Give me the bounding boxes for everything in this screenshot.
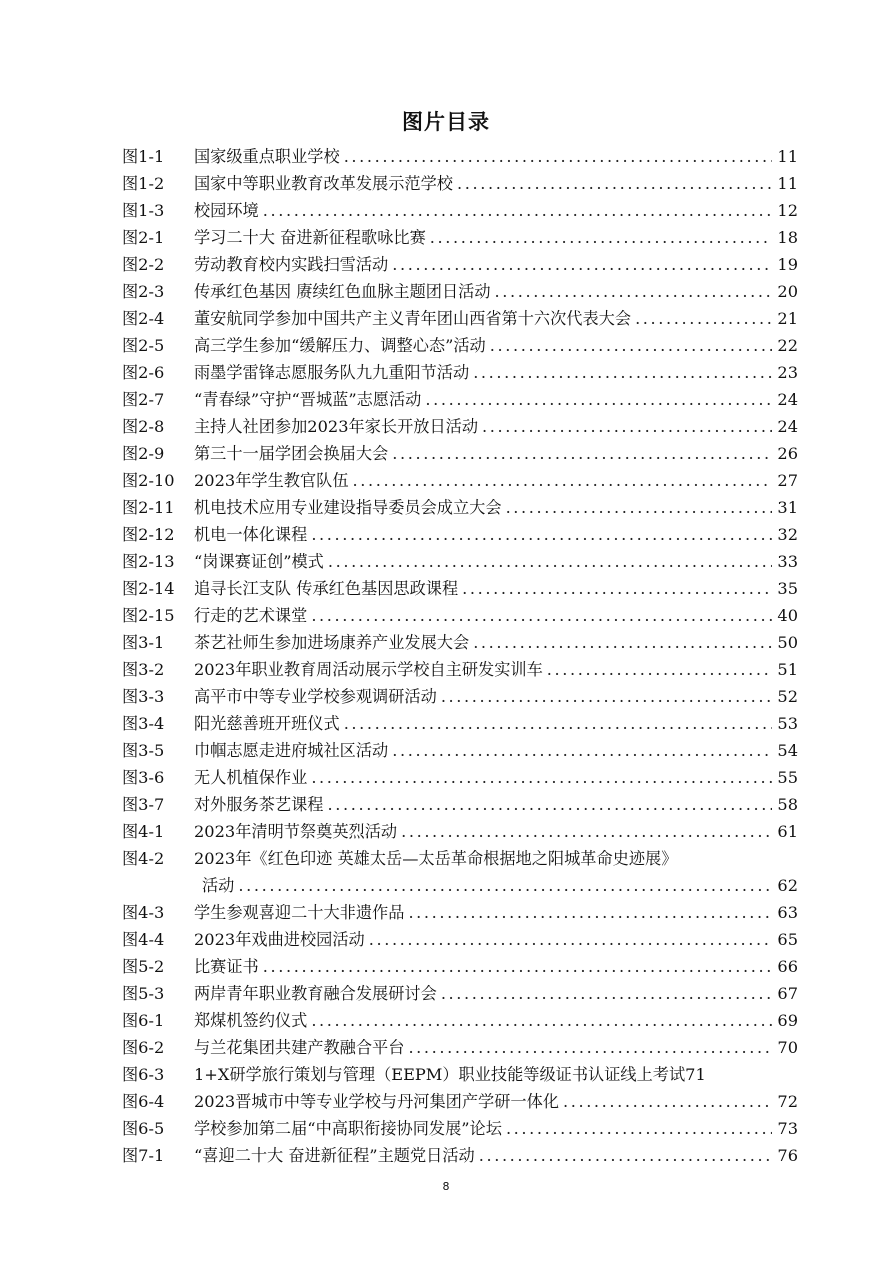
entry-label: 图2-9 bbox=[122, 444, 165, 463]
entry-label: 图4-2 bbox=[122, 849, 165, 868]
entry-label: 图3-7 bbox=[122, 795, 165, 814]
page-number: 8 bbox=[442, 1180, 450, 1193]
toc-entry[interactable] bbox=[122, 1142, 798, 1169]
toc-entry[interactable] bbox=[122, 548, 798, 575]
toc-entry[interactable] bbox=[122, 332, 798, 359]
entry-label: 图2-6 bbox=[122, 363, 165, 382]
entry-title: 郑煤机签约仪式 bbox=[194, 1011, 308, 1030]
entry-page-number: 63 bbox=[777, 903, 798, 922]
toc-entry[interactable] bbox=[122, 278, 798, 305]
dot-leader bbox=[311, 521, 772, 548]
entry-page-number: 26 bbox=[777, 444, 798, 463]
entry-title: 2023年戏曲进校园活动 bbox=[194, 930, 365, 949]
entry-title: 校园环境 bbox=[194, 201, 259, 220]
toc-entry[interactable] bbox=[122, 413, 798, 440]
toc-entry[interactable] bbox=[122, 764, 798, 791]
entry-title: 学习二十大 奋进新征程歌咏比赛 bbox=[194, 228, 426, 247]
toc-entry[interactable] bbox=[122, 224, 798, 251]
figure-list bbox=[122, 143, 798, 1169]
dot-leader bbox=[408, 899, 772, 926]
dot-leader bbox=[506, 494, 772, 521]
dot-leader bbox=[457, 170, 772, 197]
toc-entry[interactable] bbox=[122, 656, 798, 683]
entry-page-number: 76 bbox=[777, 1146, 798, 1165]
toc-entry[interactable] bbox=[122, 899, 798, 926]
entry-label: 图3-4 bbox=[122, 714, 165, 733]
entry-title: 学生参观喜迎二十大非遗作品 bbox=[194, 903, 405, 922]
entry-page-number: 11 bbox=[777, 174, 798, 193]
entry-title: “喜迎二十大 奋进新征程”主题党日活动 bbox=[194, 1146, 475, 1165]
entry-title: 追寻长江支队 传承红色基因思政课程 bbox=[194, 579, 459, 598]
entry-label: 图2-4 bbox=[122, 309, 165, 328]
toc-entry[interactable] bbox=[122, 737, 798, 764]
dot-leader bbox=[425, 386, 772, 413]
dot-leader bbox=[401, 818, 772, 845]
entry-title: 2023晋城市中等专业学校与丹河集团产学研一体化 bbox=[194, 1092, 559, 1111]
toc-entry[interactable] bbox=[122, 710, 798, 737]
dot-leader bbox=[462, 575, 772, 602]
entry-label: 图4-1 bbox=[122, 822, 165, 841]
toc-entry[interactable] bbox=[122, 386, 798, 413]
entry-page-number: 67 bbox=[777, 984, 798, 1003]
entry-title: 国家中等职业教育改革发展示范学校 bbox=[194, 174, 453, 193]
entry-label: 图2-12 bbox=[122, 525, 175, 544]
entry-page-number: 50 bbox=[777, 633, 798, 652]
dot-leader bbox=[392, 440, 772, 467]
entry-page-number: 35 bbox=[777, 579, 798, 598]
entry-page-number: 73 bbox=[777, 1119, 798, 1138]
entry-page-number: 66 bbox=[777, 957, 798, 976]
entry-title: 阳光慈善班开班仪式 bbox=[194, 714, 340, 733]
toc-entry-continuation[interactable] bbox=[122, 872, 798, 899]
toc-entry[interactable] bbox=[122, 791, 798, 818]
entry-label: 图6-2 bbox=[122, 1038, 165, 1057]
entry-title: 国家级重点职业学校 bbox=[194, 147, 340, 166]
entry-title: 2023年清明节祭奠英烈活动 bbox=[194, 822, 398, 841]
entry-page-number: 53 bbox=[777, 714, 798, 733]
toc-entry[interactable] bbox=[122, 683, 798, 710]
dot-leader bbox=[490, 332, 772, 359]
page-title: 图片目录 bbox=[402, 110, 490, 134]
toc-entry[interactable] bbox=[122, 197, 798, 224]
entry-label: 图2-8 bbox=[122, 417, 165, 436]
toc-entry[interactable] bbox=[122, 1034, 798, 1061]
entry-title: “岗课赛证创”模式 bbox=[194, 552, 324, 571]
entry-label: 图7-1 bbox=[122, 1146, 165, 1165]
toc-entry[interactable] bbox=[122, 1007, 798, 1034]
dot-leader bbox=[506, 1115, 772, 1142]
dot-leader bbox=[635, 305, 772, 332]
dot-leader bbox=[495, 278, 772, 305]
dot-leader bbox=[238, 872, 772, 899]
entry-page-number: 72 bbox=[777, 1092, 798, 1111]
entry-page-number: 22 bbox=[777, 336, 798, 355]
entry-label: 图2-1 bbox=[122, 228, 165, 247]
entry-label: 图5-2 bbox=[122, 957, 165, 976]
entry-label: 图2-14 bbox=[122, 579, 175, 598]
entry-title: 2023年学生教官队伍 bbox=[194, 471, 349, 490]
entry-page-number: 21 bbox=[777, 309, 798, 328]
dot-leader bbox=[263, 197, 772, 224]
entry-page-number: 19 bbox=[777, 255, 798, 274]
entry-page-number: 27 bbox=[777, 471, 798, 490]
toc-entry[interactable] bbox=[122, 359, 798, 386]
entry-page-number: 32 bbox=[777, 525, 798, 544]
entry-label: 图6-4 bbox=[122, 1092, 165, 1111]
entry-title: 第三十一届学团会换届大会 bbox=[194, 444, 389, 463]
entry-label: 图5-3 bbox=[122, 984, 165, 1003]
entry-page-number: 20 bbox=[777, 282, 798, 301]
dot-leader bbox=[441, 980, 772, 1007]
entry-label: 图1-3 bbox=[122, 201, 165, 220]
dot-leader bbox=[353, 467, 772, 494]
entry-title: 董安航同学参加中国共产主义青年团山西省第十六次代表大会 bbox=[194, 309, 632, 328]
toc-entry[interactable] bbox=[122, 629, 798, 656]
entry-label: 图2-15 bbox=[122, 606, 175, 625]
dot-leader bbox=[473, 629, 772, 656]
entry-page-number: 65 bbox=[777, 930, 798, 949]
dot-leader bbox=[392, 737, 772, 764]
entry-title: 2023年职业教育周活动展示学校自主研发实训车 bbox=[194, 660, 543, 679]
toc-entry[interactable] bbox=[122, 143, 798, 170]
entry-title: 无人机植保作业 bbox=[194, 768, 308, 787]
entry-title: 劳动教育校内实践扫雪活动 bbox=[194, 255, 389, 274]
entry-label: 图3-6 bbox=[122, 768, 165, 787]
toc-entry[interactable] bbox=[122, 845, 798, 872]
dot-leader bbox=[441, 683, 772, 710]
entry-label: 图2-2 bbox=[122, 255, 165, 274]
toc-entry[interactable] bbox=[122, 305, 798, 332]
entry-label: 图6-5 bbox=[122, 1119, 165, 1138]
entry-label: 图2-5 bbox=[122, 336, 165, 355]
entry-page-number: 51 bbox=[777, 660, 798, 679]
entry-label: 图2-7 bbox=[122, 390, 165, 409]
toc-entry[interactable] bbox=[122, 494, 798, 521]
dot-leader bbox=[473, 359, 772, 386]
dot-leader bbox=[563, 1088, 772, 1115]
dot-leader bbox=[392, 251, 772, 278]
entry-title: “青春绿”守护“晋城蓝”志愿活动 bbox=[194, 390, 422, 409]
dot-leader bbox=[263, 953, 772, 980]
entry-title: 对外服务茶艺课程 bbox=[194, 795, 324, 814]
entry-label: 图2-10 bbox=[122, 471, 175, 490]
entry-title: 比赛证书 bbox=[194, 957, 259, 976]
entry-label: 图3-5 bbox=[122, 741, 165, 760]
dot-leader bbox=[369, 926, 772, 953]
entry-page-number: 11 bbox=[777, 147, 798, 166]
entry-title-continuation: 活动 bbox=[202, 876, 235, 895]
entry-page-number: 54 bbox=[777, 741, 798, 760]
toc-entry[interactable] bbox=[122, 251, 798, 278]
toc-entry[interactable] bbox=[122, 953, 798, 980]
entry-page-number: 52 bbox=[777, 687, 798, 706]
entry-page-number: 58 bbox=[777, 795, 798, 814]
entry-title: 巾帼志愿走进府城社区活动 bbox=[194, 741, 389, 760]
entry-title: 高平市中等专业学校参观调研活动 bbox=[194, 687, 437, 706]
dot-leader bbox=[311, 602, 772, 629]
entry-page-number: 24 bbox=[777, 417, 798, 436]
entry-page-number: 31 bbox=[777, 498, 798, 517]
toc-entry[interactable] bbox=[122, 521, 798, 548]
toc-entry[interactable] bbox=[122, 1061, 798, 1088]
dot-leader bbox=[479, 1142, 772, 1169]
toc-entry[interactable] bbox=[122, 170, 798, 197]
entry-label: 图2-3 bbox=[122, 282, 165, 301]
toc-entry[interactable] bbox=[122, 575, 798, 602]
entry-page-number: 33 bbox=[777, 552, 798, 571]
entry-page-number: 40 bbox=[777, 606, 798, 625]
entry-page-number: 55 bbox=[777, 768, 798, 787]
dot-leader bbox=[344, 143, 772, 170]
toc-entry[interactable] bbox=[122, 602, 798, 629]
entry-label: 图3-1 bbox=[122, 633, 165, 652]
entry-title: 雨墨学雷锋志愿服务队九九重阳节活动 bbox=[194, 363, 470, 382]
dot-leader bbox=[408, 1034, 772, 1061]
entry-title: 行走的艺术课堂 bbox=[194, 606, 308, 625]
entry-page-number: 12 bbox=[777, 201, 798, 220]
entry-title: 1+X研学旅行策划与管理（EEPM）职业技能等级证书认证线上考试71 bbox=[194, 1065, 706, 1084]
entry-title: 传承红色基因 赓续红色血脉主题团日活动 bbox=[194, 282, 491, 301]
entry-title: 高三学生参加“缓解压力、调整心态”活动 bbox=[194, 336, 486, 355]
toc-entry[interactable] bbox=[122, 1115, 798, 1142]
entry-title: 学校参加第二届“中高职衔接协同发展”论坛 bbox=[194, 1119, 502, 1138]
toc-entry[interactable] bbox=[122, 467, 798, 494]
entry-page-number: 23 bbox=[777, 363, 798, 382]
entry-label: 图3-2 bbox=[122, 660, 165, 679]
entry-label: 图6-1 bbox=[122, 1011, 165, 1030]
entry-label: 图4-3 bbox=[122, 903, 165, 922]
entry-page-number: 61 bbox=[777, 822, 798, 841]
entry-label: 图6-3 bbox=[122, 1065, 165, 1084]
toc-entry[interactable] bbox=[122, 818, 798, 845]
entry-title: 两岸青年职业教育融合发展研讨会 bbox=[194, 984, 437, 1003]
entry-label: 图2-13 bbox=[122, 552, 175, 571]
entry-page-number: 62 bbox=[777, 876, 798, 895]
entry-title: 机电技术应用专业建设指导委员会成立大会 bbox=[194, 498, 502, 517]
entry-title: 2023年《红色印迹 英雄太岳—太岳革命根据地之阳城革命史迹展》 bbox=[194, 849, 678, 868]
dot-leader bbox=[328, 548, 772, 575]
dot-leader bbox=[430, 224, 772, 251]
entry-label: 图4-4 bbox=[122, 930, 165, 949]
dot-leader bbox=[482, 413, 772, 440]
entry-label: 图1-1 bbox=[122, 147, 165, 166]
entry-page-number: 70 bbox=[777, 1038, 798, 1057]
entry-title: 主持人社团参加2023年家长开放日活动 bbox=[194, 417, 479, 436]
toc-entry[interactable] bbox=[122, 1088, 798, 1115]
dot-leader bbox=[311, 764, 772, 791]
entry-title: 机电一体化课程 bbox=[194, 525, 308, 544]
dot-leader bbox=[547, 656, 772, 683]
entry-page-number: 18 bbox=[777, 228, 798, 247]
dot-leader bbox=[344, 710, 772, 737]
toc-entry[interactable] bbox=[122, 980, 798, 1007]
entry-label: 图3-3 bbox=[122, 687, 165, 706]
toc-entry[interactable] bbox=[122, 440, 798, 467]
entry-title: 与兰花集团共建产教融合平台 bbox=[194, 1038, 405, 1057]
dot-leader bbox=[311, 1007, 772, 1034]
dot-leader bbox=[328, 791, 773, 818]
entry-label: 图1-2 bbox=[122, 174, 165, 193]
entry-page-number: 69 bbox=[777, 1011, 798, 1030]
entry-label: 图2-11 bbox=[122, 498, 175, 517]
entry-title: 茶艺社师生参加进场康养产业发展大会 bbox=[194, 633, 470, 652]
entry-page-number: 24 bbox=[777, 390, 798, 409]
toc-entry[interactable] bbox=[122, 926, 798, 953]
